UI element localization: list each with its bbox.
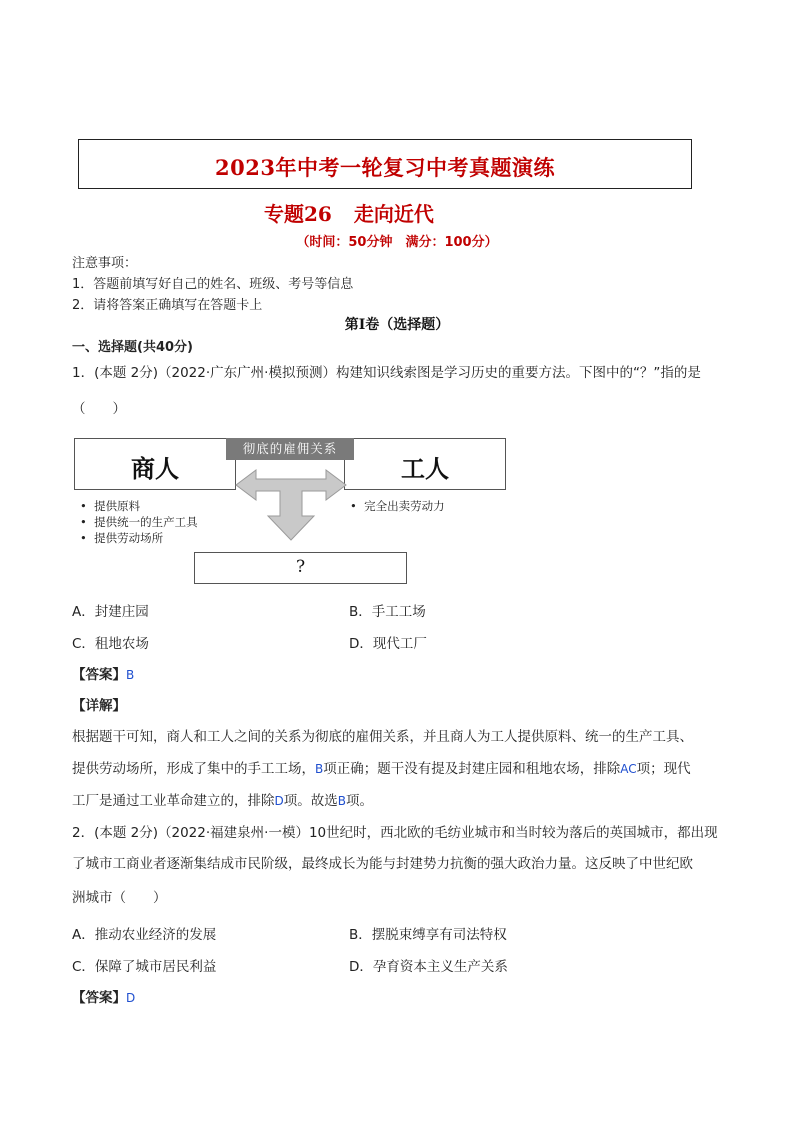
question-2-line-2: 了城市工商业者逐渐集结成市民阶级，最终成长为能与封建势力抗衡的强大政治力量。这反映了中世纪欧 (72, 856, 693, 872)
question-2-line-3: 洲城市（ ） (72, 890, 167, 906)
question-mark: ? (295, 557, 306, 577)
topic-number: 专题26 (264, 202, 332, 226)
q2-option-a: A．推动农业经济的发展 (72, 927, 217, 943)
q2-option-d: D．孕育资本主义生产关系 (349, 959, 508, 975)
notes-heading: 注意事项： (72, 256, 138, 271)
worker-bullet-1: • 完全出卖劳动力 (350, 499, 445, 513)
q2-option-c: C．保障了城市居民利益 (72, 959, 217, 975)
part-heading: 一、选择题(共40分) (72, 340, 193, 355)
q1-option-c: C．租地农场 (72, 636, 149, 652)
q1-option-d: D．现代工厂 (349, 636, 427, 652)
detail-line-3: 工厂是通过工业革命建立的，排除D项。故选B项。 (72, 793, 373, 809)
question-1-paren: （ ） (72, 401, 126, 417)
worker-label: 工人 (401, 454, 449, 483)
topic-subtitle (264, 198, 434, 227)
answer-tag: 【答案】 (72, 990, 126, 1006)
arrow-graphic (234, 468, 348, 542)
question-2-line-1: 2．(本题 2分)（2022·福建泉州·一模）10世纪时，西北欧的毛纺业城市和当时较为落后的英国城市，都出现 (72, 825, 718, 841)
detail-line-2: 提供劳动场所，形成了集中的手工工场，B项正确；题干没有提及封建庄园和租地农场，排除AC项；现代 (72, 761, 691, 777)
answer-value: B (126, 668, 135, 682)
topic-name: 走向近代 (353, 202, 434, 226)
employment-banner: 彻底的雇佣关系 (226, 438, 354, 460)
q1-answer (72, 663, 134, 683)
question-1-stem: 1．(本题 2分)（2022·广东广州·模拟预测）构建知识线索图是学习历史的重要方法。下图中的“？”指的是 (72, 365, 701, 381)
answer-value: D (126, 991, 136, 1005)
notes-item-1: 1．答题前填写好自己的姓名、班级、考号等信息 (72, 277, 354, 292)
q1-option-b: B．手工工场 (349, 604, 426, 620)
time-score-info: （时间：50分钟 满分：100分） (296, 235, 498, 250)
q1-option-a: A．封建庄园 (72, 604, 149, 620)
detail-tag: 【详解】 (72, 698, 126, 714)
document-title: 2023年中考一轮复习中考真题演练 (215, 155, 555, 180)
merchant-label: 商人 (131, 454, 179, 483)
q2-answer (72, 986, 135, 1006)
merchant-bullet-2: • 提供统一的生产工具 (80, 515, 198, 529)
knowledge-diagram (74, 436, 508, 586)
answer-tag: 【答案】 (72, 667, 126, 683)
detail-line-1: 根据题干可知，商人和工人之间的关系为彻底的雇佣关系，并且商人为工人提供原料、统一的生产工具、 (72, 729, 693, 745)
notes-item-2: 2．请将答案正确填写在答题卡上 (72, 298, 263, 313)
merchant-bullet-1: • 提供原料 (80, 499, 141, 513)
q2-option-b: B．摆脱束缚享有司法特权 (349, 927, 507, 943)
merchant-bullet-3: • 提供劳动场所 (80, 531, 164, 545)
section-title: 第I卷（选择题） (344, 317, 450, 333)
